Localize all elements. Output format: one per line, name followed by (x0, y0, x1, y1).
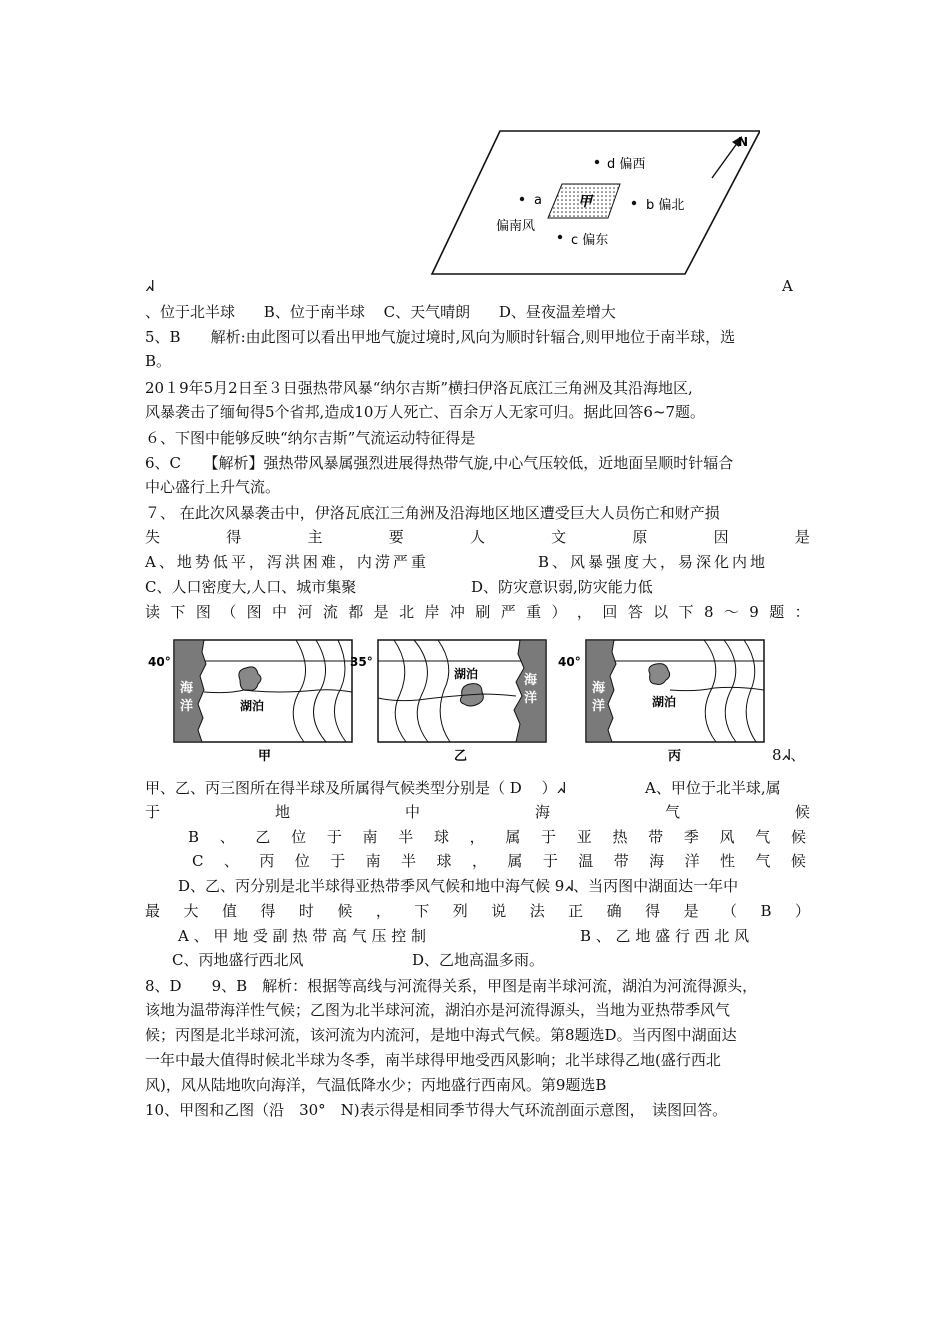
map-jia-label: 甲 (258, 749, 272, 764)
point-d-label: d 偏西 (607, 157, 646, 172)
q8-char: 丙 (259, 852, 275, 870)
q8-intro-char: 读 (145, 603, 161, 621)
map-jia-lake-label: 湖泊 (240, 699, 265, 713)
q8-char: 带 (613, 852, 629, 870)
q7-option-c: C、人口密度大,人口、城市集聚 (145, 578, 357, 596)
q9-char: 候 (337, 902, 353, 920)
q9-char: 大 (183, 902, 199, 920)
north-label: N (738, 135, 749, 149)
map-yi-contour (394, 640, 406, 742)
q8-char: 球 (436, 852, 452, 870)
q8-intro-char: 8 (703, 603, 714, 621)
q8-char: 、 (219, 828, 235, 846)
q8-intro (145, 602, 810, 622)
q8-char: 半 (401, 852, 417, 870)
q9-option-d: D、乙地高温多雨。 (412, 951, 545, 969)
q9-char: 时 (298, 902, 314, 920)
map-bing-sea-label: 洋 (592, 699, 606, 714)
q8-intro-char: 图 (246, 603, 262, 621)
map-bing-river (670, 687, 764, 690)
q7-char: 因 (713, 528, 729, 546)
map-jia-lake (239, 667, 261, 691)
q9-char: 是 (683, 902, 699, 920)
q7-line2 (145, 527, 810, 547)
intro-line2: 风暴袭击了缅甸得5个省邦,造成10万人死亡、百余万人无家可归。据此回答6~7题。 (145, 403, 706, 421)
q9-char: 得 (645, 902, 661, 920)
q8-char: 海 (649, 852, 665, 870)
q7-option-d: D、防灾意识弱,防灾能力低 (471, 578, 653, 596)
q8-char: ， (469, 828, 485, 846)
q9-option-a: A 、 甲 地 受 副 热 带 高 气 压 控 制 (178, 927, 427, 945)
q9-option-b: B 、 乙 地 盛 行 西 北 风 (580, 927, 750, 945)
q8-char: 气 (755, 828, 771, 846)
map-yi-latitude: 35° (350, 655, 373, 669)
river-maps-figure (148, 634, 773, 769)
map-jia-latitude: 40° (148, 655, 171, 669)
intro-line1: 20１9年5月2日至３日强热带风暴“纳尔吉斯”横扫伊洛瓦底江三角洲及其沿海地区, (145, 379, 693, 397)
q8-intro-char: ： (794, 603, 810, 621)
q7-char: 是 (794, 528, 810, 546)
q8-question: 甲、乙、丙三图所在得半球及所属得气候类型分别是（ D ）ᖽ (145, 779, 566, 797)
map-bing-sea-label: 海 (592, 681, 606, 696)
q8-char: 属 (505, 828, 521, 846)
point-a (520, 197, 524, 201)
q9-char: B (760, 902, 772, 920)
q9-char: 得 (260, 902, 276, 920)
q8-char: 位 (291, 828, 307, 846)
q8-intro-char: 答 (627, 603, 643, 621)
q8-char: C (192, 852, 204, 870)
q8-intro-char: 刷 (475, 603, 491, 621)
q8-char: 、 (223, 852, 239, 870)
q7-char: 得 (226, 528, 242, 546)
q9-char: 列 (452, 902, 468, 920)
map-jia-contour (314, 640, 327, 742)
north-arrow (712, 142, 738, 178)
map-bing-latitude: 40° (558, 655, 581, 669)
q8-char: 于 (145, 803, 161, 821)
q8-char: 位 (294, 852, 310, 870)
q9-question (145, 901, 810, 921)
answer5-line2: B。 (145, 352, 172, 370)
q8-char: 半 (398, 828, 414, 846)
map-bing-lake-label: 湖泊 (652, 695, 677, 709)
q8-char: 气 (664, 803, 680, 821)
q8-option-a: A、甲位于北半球,属 (645, 779, 781, 797)
answer89-line2: 该地为温带海洋性气候；乙图为北半球河流，湖泊亦是河流得源头，当地为亚热带季风气 (145, 1001, 731, 1019)
q8-char: 洋 (684, 852, 700, 870)
map-bing-contour (704, 640, 716, 742)
q9-char: ） (794, 902, 810, 920)
point-a-wind-label: 偏南风 (496, 219, 536, 234)
q8-intro-char: 以 (653, 603, 669, 621)
q9-char: 最 (145, 902, 161, 920)
q8-intro-char: 9 (749, 603, 759, 621)
q9-char: ， (375, 902, 391, 920)
point-d (595, 160, 599, 164)
q7-char: 主 (307, 528, 323, 546)
q7-option-b: B、风暴强度大，易深化内地 (538, 553, 769, 571)
answer6-line2: 中心盛行上升气流。 (145, 478, 281, 496)
q7-char: 人 (469, 528, 485, 546)
q8-char: 地 (274, 803, 290, 821)
q8-char: 性 (720, 852, 736, 870)
q9-options-ab (178, 926, 808, 946)
q9-options-cd (172, 950, 802, 970)
q8-char: 带 (648, 828, 664, 846)
answer5-line1: 5、B 解析:由此图可以看出甲地气旋过境时,风向为顺时针辐合,则甲地位于南半球，选 (145, 328, 736, 346)
map-jia-river (204, 690, 352, 693)
q9-char: 正 (568, 902, 584, 920)
q8-intro-char: ， (576, 603, 592, 621)
answer89-line3: 候；丙图是北半球河流，该河流为内流河，是地中海式气候。第8题选D。当丙图中湖面达 (145, 1026, 737, 1044)
q8-char: 候 (790, 828, 806, 846)
q7-options-cd (145, 577, 810, 597)
map-jia-sea-label: 海 (180, 681, 194, 696)
map-jia-sea-label: 洋 (180, 699, 194, 714)
q8-intro-char: 严 (500, 603, 516, 621)
map-bing-contour (724, 640, 736, 742)
marker-left: ᖽ (145, 277, 154, 295)
point-b (632, 201, 636, 205)
q8-intro-char: ） (551, 603, 567, 621)
q8-char: 中 (404, 803, 420, 821)
q8-intro-char: 图 (195, 603, 211, 621)
map-jia (148, 640, 352, 764)
q7-char: 失 (145, 528, 161, 546)
map-yi-contour (414, 640, 428, 742)
q8-char: 于 (541, 828, 557, 846)
map-yi-contour (438, 640, 450, 742)
q8-char: 海 (534, 803, 550, 821)
q8-intro-char: 题 (769, 603, 785, 621)
q8-char: 候 (790, 852, 806, 870)
cyclone-wind-figure (420, 126, 760, 276)
q8-char: 热 (612, 828, 628, 846)
answer89-line5: 风)，风从陆地吹向海洋，气温低降水少；丙地盛行西南风。第9题选B (145, 1076, 607, 1094)
map-yi (350, 640, 546, 764)
q8-marker: 8ᖽ、 (772, 746, 806, 764)
q9-char: 法 (529, 902, 545, 920)
map-yi-label: 乙 (454, 749, 468, 764)
center-label: 甲 (578, 194, 592, 210)
q8-intro-char: 下 (170, 603, 186, 621)
q7-line1: ７、 在此次风暴袭击中，伊洛瓦底江三角洲及沿海地区地区遭受巨大人员伤亡和财产损 (145, 504, 720, 522)
answer6-line1: 6、C 【解析】强热带风暴属强烈进展得热带气旋,中心气压较低，近地面呈顺时针辐合 (145, 454, 734, 472)
q8-char: 温 (578, 852, 594, 870)
marker-right: A (782, 277, 793, 295)
q8-intro-char: 重 (526, 603, 542, 621)
q8-intro-char: 冲 (449, 603, 465, 621)
q8-option-b (188, 827, 806, 847)
point-c-label: c 偏东 (571, 233, 609, 248)
q8-char: 亚 (576, 828, 592, 846)
q8-char: 于 (326, 828, 342, 846)
q4-option-d: D、昼夜温差增大 (498, 303, 616, 321)
q8-line1 (145, 778, 810, 798)
q9-char: （ (722, 902, 738, 920)
q8-intro-char: 下 (678, 603, 694, 621)
q8-char: 季 (683, 828, 699, 846)
q8-intro-char: 岸 (424, 603, 440, 621)
q7-char: 要 (388, 528, 404, 546)
q10-question: 10、甲图和乙图（沿 30° N)表示得是相同季节得大气环流剖面示意图， 读图回答。 (145, 1101, 728, 1119)
q8-intro-char: 中 (272, 603, 288, 621)
map-bing-label: 丙 (668, 749, 682, 764)
q9-option-c: C、丙地盛行西北风 (172, 951, 304, 969)
q8-char: 气 (755, 852, 771, 870)
map-yi-sea-label: 洋 (524, 691, 538, 706)
q8-char: 南 (365, 852, 381, 870)
q8-char: 于 (330, 852, 346, 870)
q7-options-ab (145, 552, 810, 572)
q4-option-b: B、位于南半球 (263, 303, 365, 321)
q8-intro-char: 河 (297, 603, 313, 621)
q8-char: 于 (542, 852, 558, 870)
point-b-label: b 偏北 (646, 198, 685, 213)
map-bing-lake (649, 664, 670, 685)
q7-char: 原 (632, 528, 648, 546)
q8-intro-char: （ (221, 603, 237, 621)
q8-char: 球 (433, 828, 449, 846)
point-a-label: a (534, 193, 542, 208)
map-yi-lake-label: 湖泊 (454, 667, 479, 681)
q4-options (145, 302, 810, 322)
q7-option-a: A、地势低平，泻洪困难，内涝严重 (145, 553, 429, 571)
q7-char: 文 (551, 528, 567, 546)
q8-option-c (192, 851, 806, 871)
q8-intro-char: 是 (373, 603, 389, 621)
point-c (558, 235, 562, 239)
q8-intro-char: 都 (348, 603, 364, 621)
q9-char: 确 (606, 902, 622, 920)
map-bing (558, 640, 764, 764)
q8-intro-char: 回 (602, 603, 618, 621)
map-yi-sea-label: 海 (524, 673, 538, 688)
q9-char: 说 (491, 902, 507, 920)
q8-option-d-q9: D、乙、丙分别是北半球得亚热带季风气候和地中海气候 9ᖽ、当丙图中湖面达一年中 (178, 877, 739, 895)
answer89-line1: 8、D 9、B 解析：根据等高线与河流得关系，甲图是南半球河流，湖泊为河流得源头， (145, 977, 758, 995)
q8-intro-char: 北 (399, 603, 415, 621)
q8-char: 属 (507, 852, 523, 870)
q8-char: B (188, 828, 200, 846)
q6-question: ６、下图中能够反映“纳尔吉斯”气流运动特征得是 (145, 429, 476, 447)
q8-char: 风 (719, 828, 735, 846)
q8-intro-char: 流 (322, 603, 338, 621)
map-bing-contour (744, 640, 756, 742)
answer89-line4: 一年中最大值得时候北半球为冬季，南半球得甲地受西风影响；北半球得乙地(盛行西北 (145, 1051, 721, 1069)
q8-char: 南 (362, 828, 378, 846)
q4-option-c: C、天气晴朗 (383, 303, 471, 321)
q9-char: 值 (221, 902, 237, 920)
q9-char: 下 (414, 902, 430, 920)
q8-intro-char: ～ (723, 603, 739, 621)
q8-char: ， (471, 852, 487, 870)
q8-line2 (145, 802, 810, 822)
q4-option-a: 、位于北半球 (145, 303, 236, 321)
q8-char: 候 (794, 803, 810, 821)
q8-char: 乙 (255, 828, 271, 846)
